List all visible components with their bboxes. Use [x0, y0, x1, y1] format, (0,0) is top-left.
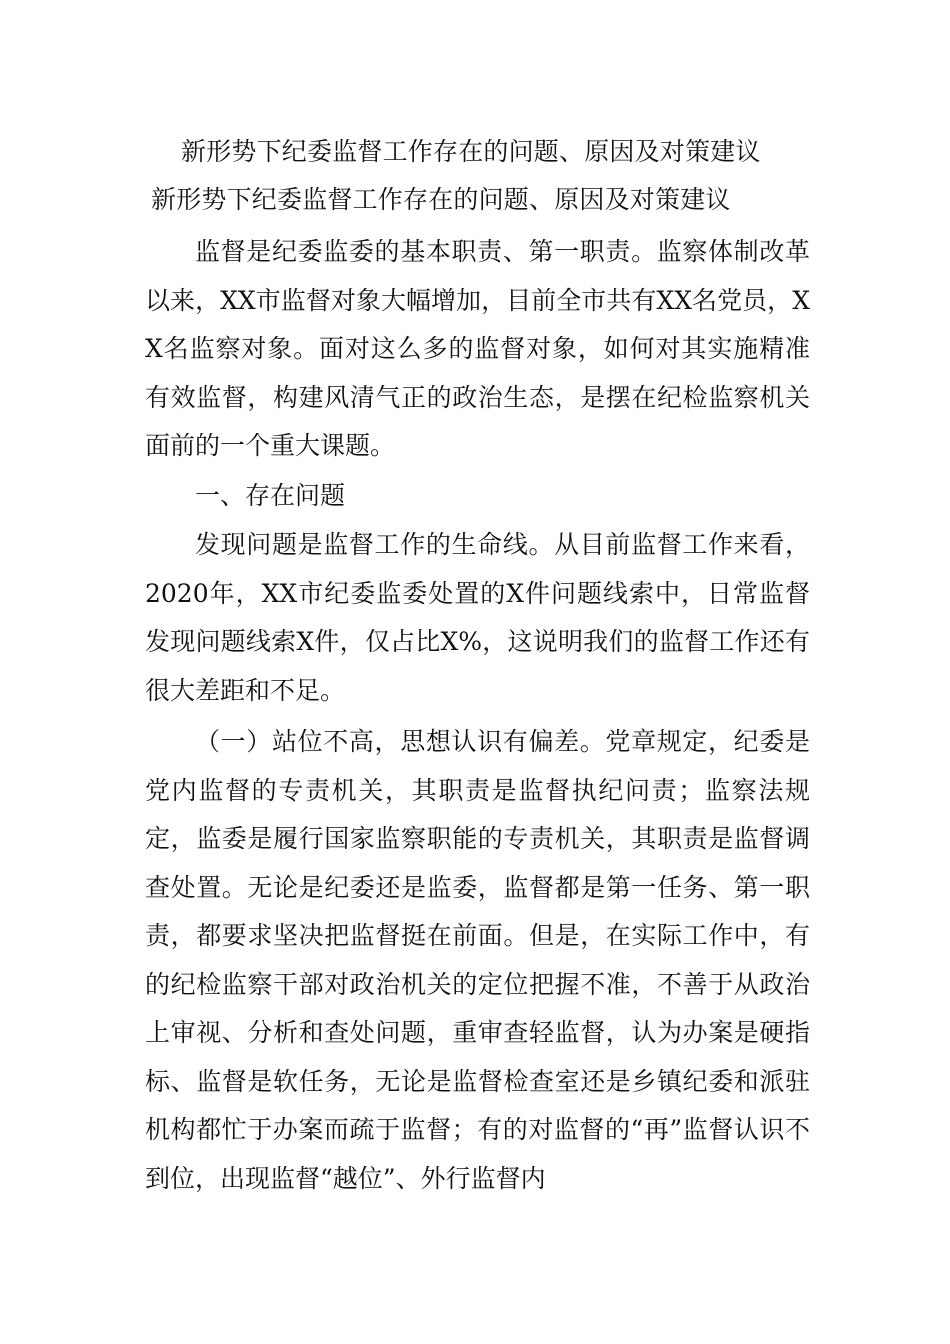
document-title-line-2: 新形势下纪委监督工作存在的问题、原因及对策建议 [151, 185, 731, 214]
paragraph-subsection-1: （一）站位不高，思想认识有偏差。党章规定，纪委是党内监督的专责机关，其职责是监督执纪问责；监察法规定，监委是履行国家监察职能的专责机关，其职责是监督调查处置。无论是纪委还是监委，监督都是第一任务、第一职责，都要求坚决把监督挺在前面。但是，在实际工作中，有的纪检监察干部对政治机关的定位把握不准，不善于从政治上审视、分析和查处问题，重审查轻监督，认为办案是硬指标、监督是软任务，无论是监督检查室还是乡镇纪委和派驻机构都忙于办案而疏于监督；有的对监督的“再”监督认识不到位，出现监督“越位”、外行监督内 [145, 727, 810, 1193]
document-title-line-1: 新形势下纪委监督工作存在的问题、原因及对策建议 [181, 137, 761, 166]
paragraph-problems-overview: 发现问题是监督工作的生命线。从目前监督工作来看，2020年，XX市纪委监委处置的X件问题线索中，日常监督发现问题线索X件，仅占比X%，这说明我们的监督工作还有很大差距和不足。 [145, 530, 810, 705]
paragraph-intro: 监督是纪委监委的基本职责、第一职责。监察体制改革以来，XX市监督对象大幅增加，目前全市共有XX名党员，XX名监察对象。面对这么多的监督对象，如何对其实施精准有效监督，构建风清气正的政治生态，是摆在纪检监察机关面前的一个重大课题。 [145, 237, 810, 460]
section-heading-problems: 一、存在问题 [195, 481, 346, 510]
